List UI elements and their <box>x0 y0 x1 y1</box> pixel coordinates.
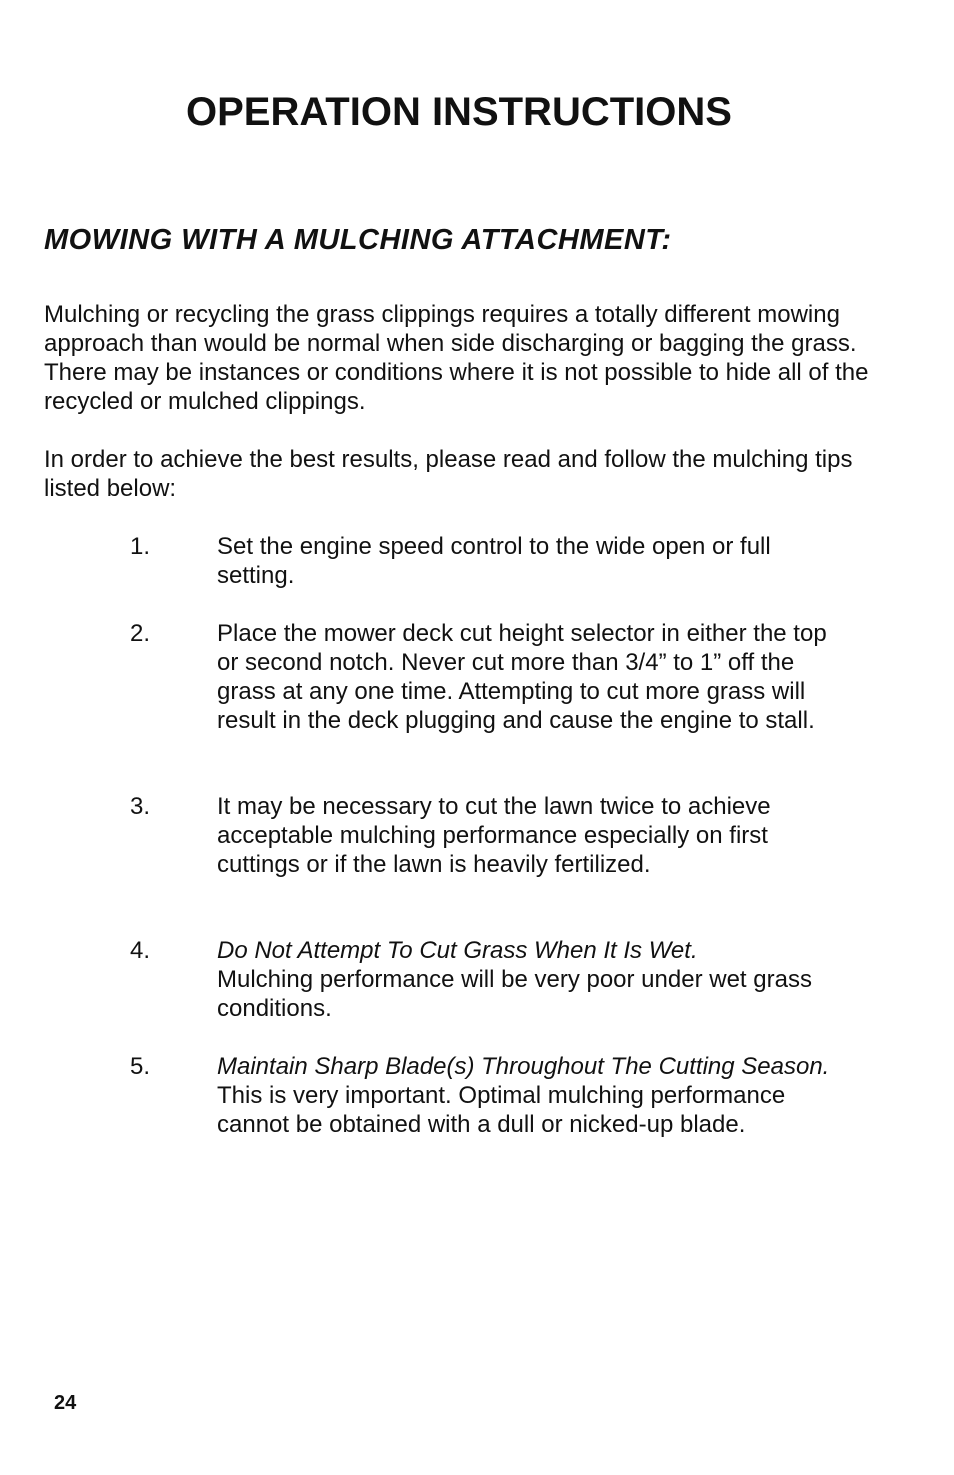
list-item-text <box>217 1052 850 1139</box>
list-item-number: 4. <box>130 937 151 964</box>
list-item-body: Place the mower deck cut height selector in either the top or second notch. Never cut more than 3/4” to 1” off the grass at any one time. Attempting to cut more grass will result in the deck plugging and cause the engine to stall. <box>217 620 827 734</box>
list-item-number: 1. <box>130 533 151 560</box>
page-title: OPERATION INSTRUCTIONS <box>186 90 732 134</box>
list-item <box>130 1052 850 1139</box>
list-item-text <box>217 619 850 735</box>
page-number: 24 <box>54 1392 77 1414</box>
list-item <box>130 532 850 590</box>
list-item-emphasis: Do Not Attempt To Cut Grass When It Is Wet. <box>217 937 698 964</box>
list-item-body: Mulching performance will be very poor under wet grass conditions. <box>217 966 812 1022</box>
list-item-text <box>217 936 850 1023</box>
tips-intro-paragraph: In order to achieve the best results, please read and follow the mulching tips listed below: <box>44 446 853 502</box>
section-heading: MOWING WITH A MULCHING ATTACHMENT: <box>44 224 672 256</box>
list-item-number: 3. <box>130 793 151 820</box>
list-item <box>130 792 850 879</box>
list-item-text <box>217 532 850 590</box>
list-item-number: 5. <box>130 1053 151 1080</box>
list-item-emphasis: Maintain Sharp Blade(s) Throughout The Cutting Season. <box>217 1053 830 1080</box>
list-item-number: 2. <box>130 620 151 647</box>
list-item <box>130 619 850 735</box>
list-item-body: Set the engine speed control to the wide open or full setting. <box>217 533 771 589</box>
list-item-body: It may be necessary to cut the lawn twice to achieve acceptable mulching performance especially on first cuttings or if the lawn is heavily fertilized. <box>217 793 771 878</box>
list-item-text <box>217 792 850 879</box>
list-item <box>130 936 850 1023</box>
list-item-body: This is very important. Optimal mulching performance cannot be obtained with a dull or nicked-up blade. <box>217 1082 786 1138</box>
intro-paragraph: Mulching or recycling the grass clippings requires a totally different mowing approach than would be normal when side discharging or bagging the grass. There may be instances or conditions where it is not possible to hide all of the recycled or mulched clippings. <box>44 301 869 415</box>
